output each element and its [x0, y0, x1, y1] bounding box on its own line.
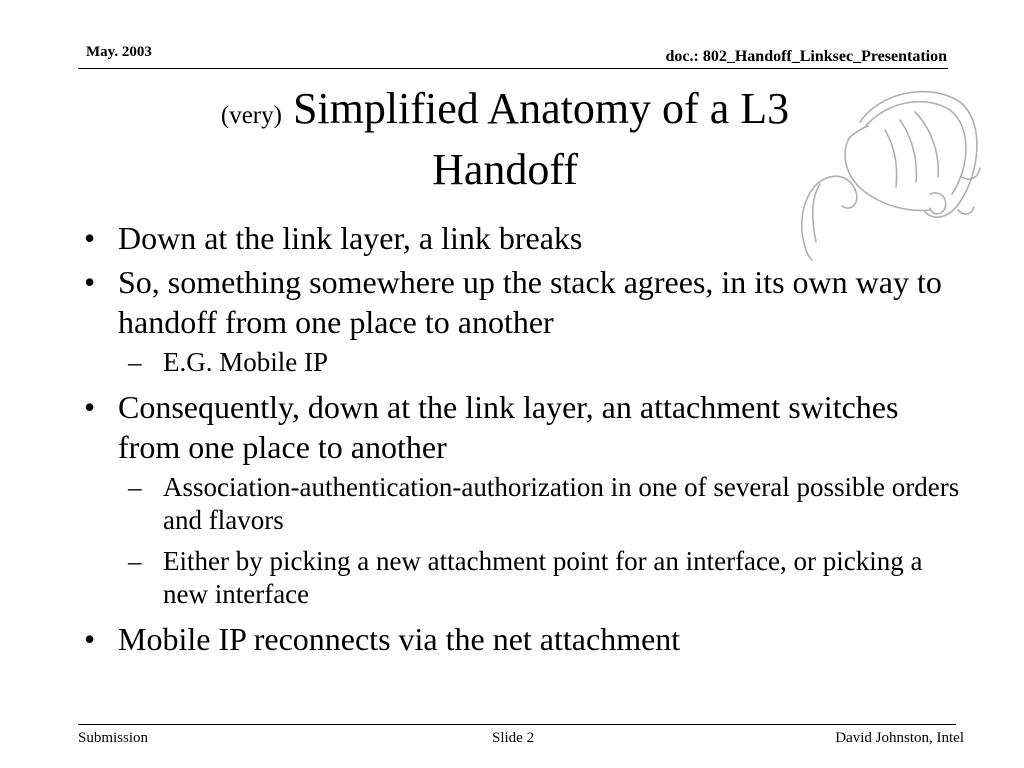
sub-bullet-item	[84, 471, 964, 537]
header-date: May. 2003	[86, 44, 152, 60]
header-doc-id: doc.: 802_Handoff_Linksec_Presentation	[665, 48, 947, 65]
bullet-item	[84, 218, 964, 258]
title-line-2: Handoff	[432, 145, 578, 194]
sub-bullet-item	[84, 346, 964, 379]
bullet-text: So, something somewhere up the stack agrees, in its own way to handoff from one place to another	[118, 264, 942, 340]
sub-bullet-item	[84, 545, 964, 611]
bullet-marker: •	[84, 621, 96, 657]
bullet-text: Either by picking a new attachment point for an interface, or picking a new interface	[163, 546, 923, 609]
dash-marker: –	[128, 472, 142, 502]
header-divider	[78, 68, 948, 69]
bullet-text: Down at the link layer, a link breaks	[118, 220, 583, 256]
bullet-text: Association-authentication-authorization in one of several possible orders and flavors	[163, 472, 960, 535]
footer-slide-number: Slide 2	[492, 730, 535, 746]
title-line-1: Simplified Anatomy of a L3	[292, 84, 790, 133]
bullet-marker: •	[84, 220, 96, 256]
bullet-marker: •	[84, 264, 96, 300]
title-prefix: (very)	[220, 102, 282, 129]
bullet-item	[84, 262, 964, 342]
bullet-item	[84, 619, 964, 659]
bullet-marker: •	[84, 389, 96, 425]
footer-divider	[78, 724, 956, 725]
bullet-text: E.G. Mobile IP	[163, 347, 328, 377]
bullet-item	[84, 387, 964, 467]
bullet-text: Consequently, down at the link layer, an attachment switches from one place to another	[118, 389, 899, 465]
bullet-text: Mobile IP reconnects via the net attachment	[118, 621, 681, 657]
footer-author: David Johnston, Intel	[835, 730, 964, 746]
dash-marker: –	[128, 347, 142, 377]
bullet-list	[84, 218, 964, 663]
dash-marker: –	[128, 546, 142, 576]
footer-left: Submission	[78, 730, 149, 746]
